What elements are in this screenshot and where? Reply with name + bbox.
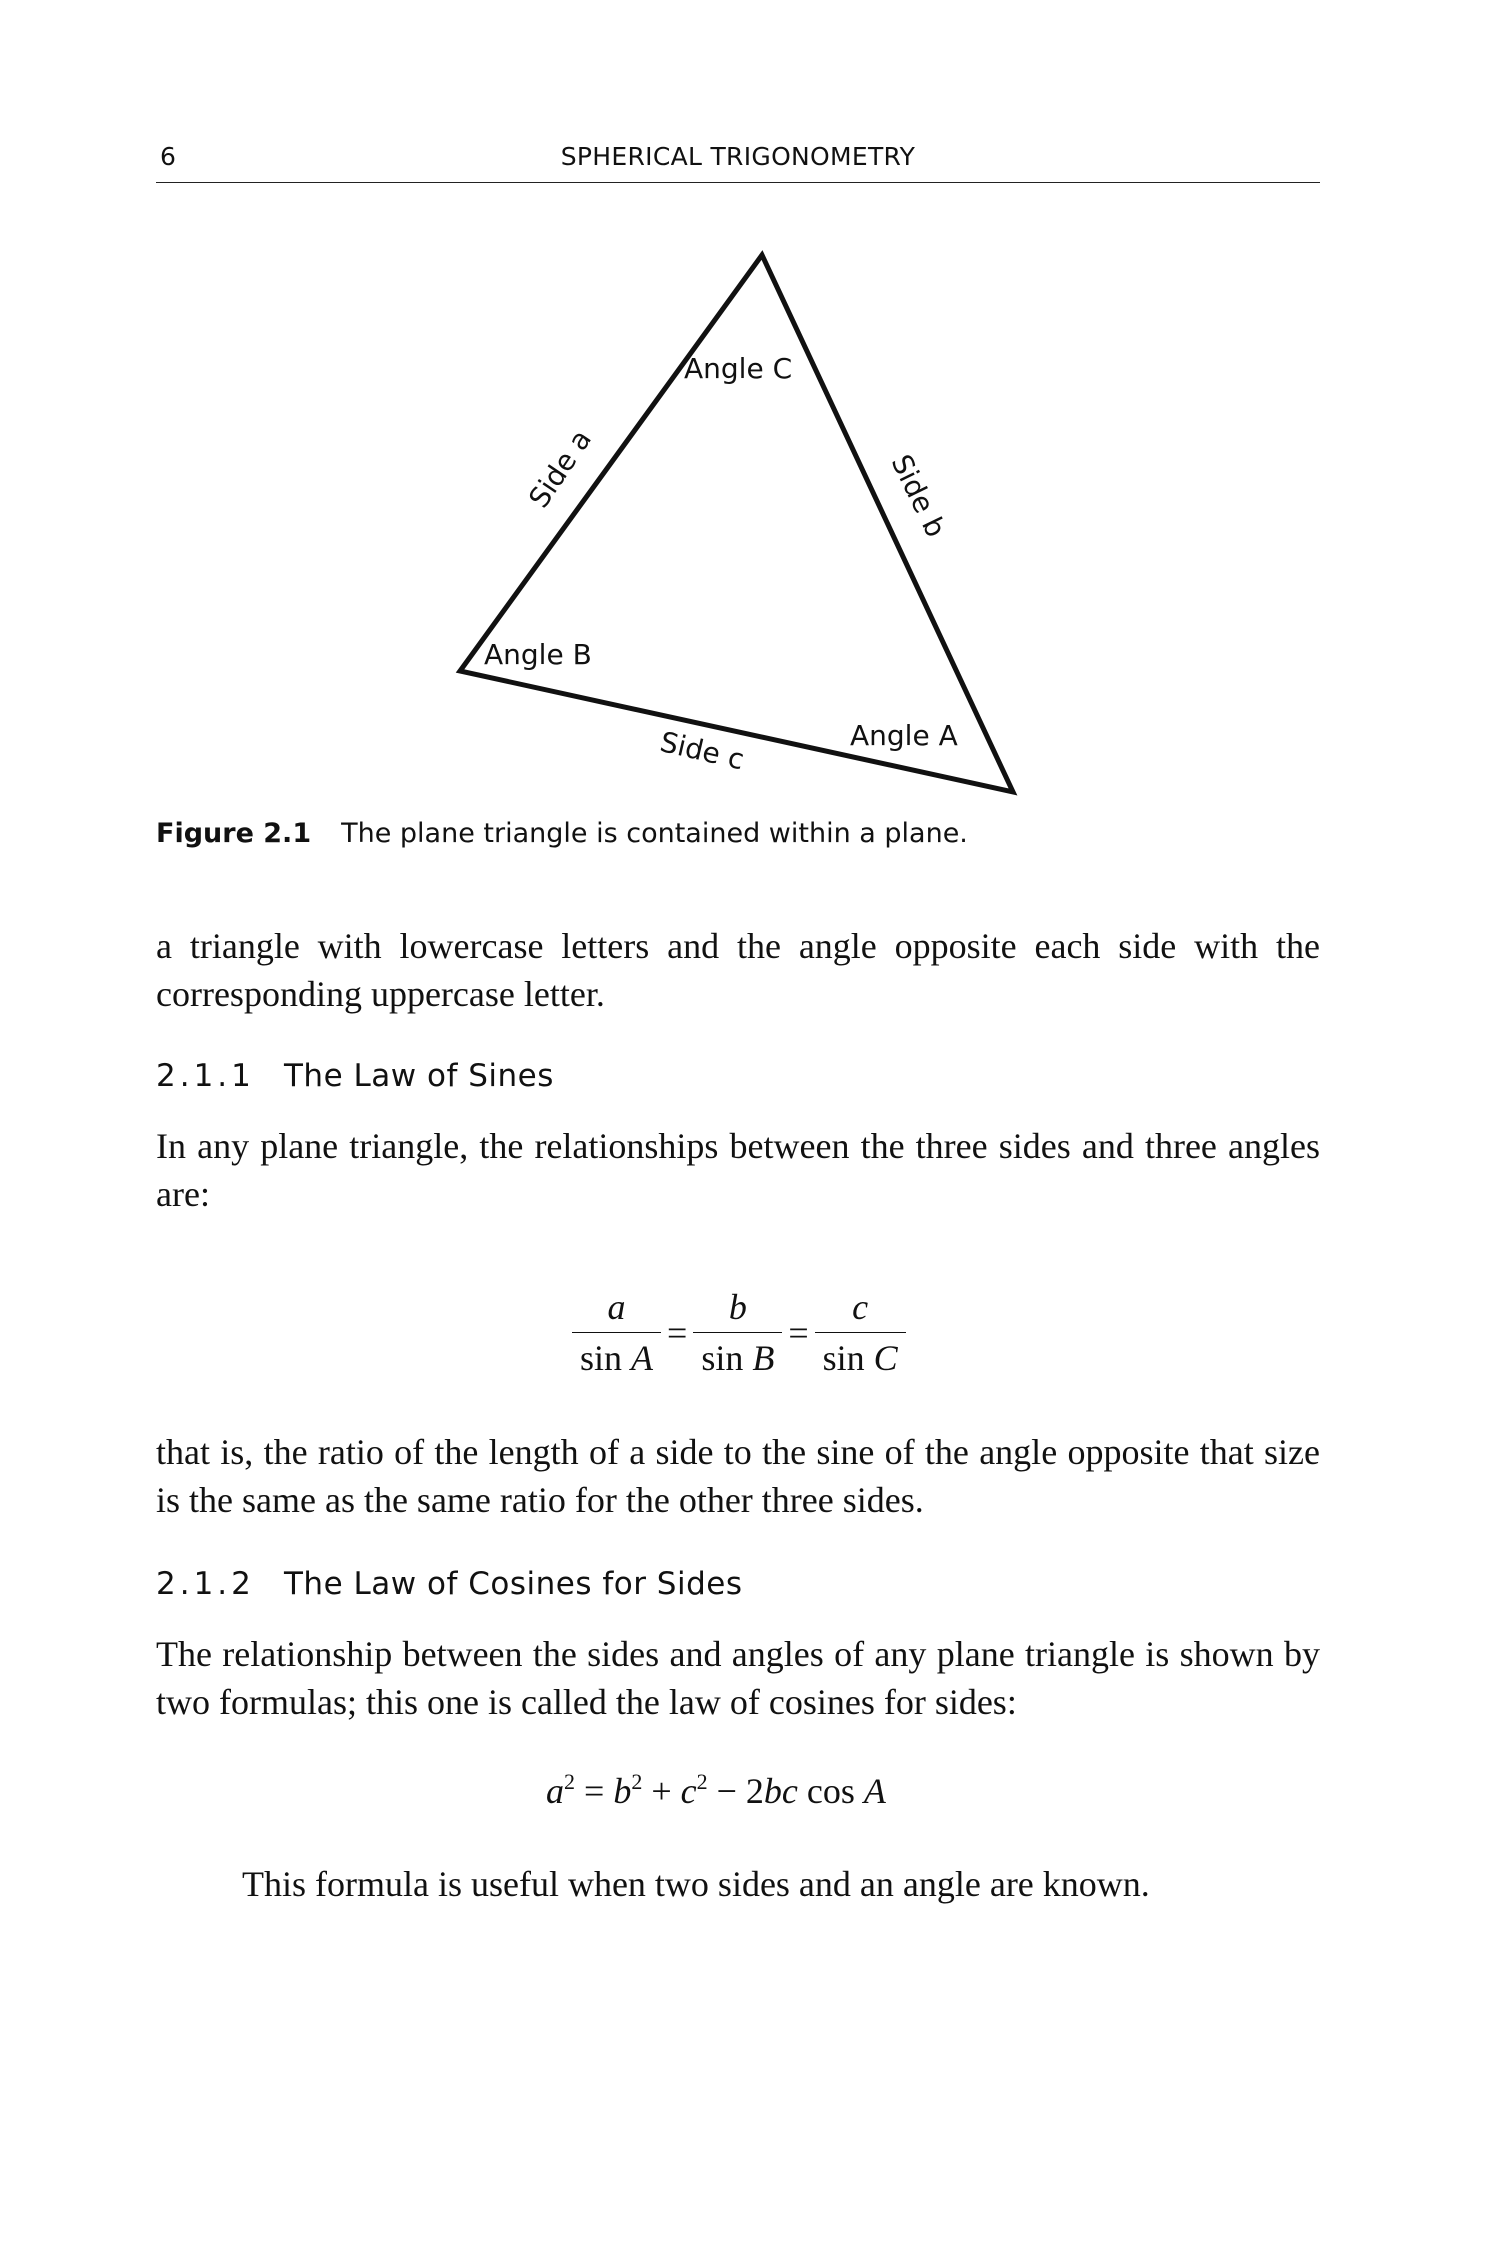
denominator-a: sin A [580, 1338, 654, 1378]
angle-b-label: Angle B [484, 638, 592, 671]
angle-c-label: Angle C [684, 352, 793, 385]
running-head [156, 138, 1320, 183]
paragraph-2: In any plane triangle, the relationships between the three sides and three angles are: [156, 1126, 1320, 1214]
fraction-a [572, 1286, 661, 1379]
numerator-c: c [815, 1286, 906, 1333]
law-of-sines-equation [572, 1286, 906, 1379]
caption-text: The plane triangle is contained within a plane. [341, 818, 968, 849]
equals-sign: = [788, 1312, 809, 1353]
side-c-label: Side c [657, 725, 748, 777]
numerator-a: a [572, 1286, 661, 1333]
section-number: 2.1.1 [156, 1058, 255, 1094]
paragraph-4: The relationship between the sides and angles of any plane triangle is shown by two formulas; this one is called the law of cosines for sides: [156, 1634, 1320, 1722]
section-title: The Law of Sines [284, 1058, 554, 1094]
fraction-c [815, 1286, 906, 1379]
section-title: The Law of Cosines for Sides [284, 1566, 743, 1602]
paragraph-5: This formula is useful when two sides and an angle are known. [242, 1864, 1150, 1904]
denominator-c: sin C [822, 1338, 898, 1378]
law-of-cosines-equation: $a^2 = b^2 + c^2 - 2bc$ cos A [546, 1769, 886, 1811]
section-heading-2-1-2 [156, 1566, 743, 1602]
caption-label: Figure 2.1 [156, 818, 312, 849]
paragraph-3: that is, the ratio of the length of a side to the sine of the angle opposite that size is the same as the same ratio for the other three sides. [156, 1432, 1320, 1520]
fraction-b [693, 1286, 782, 1379]
section-number: 2.1.2 [156, 1566, 255, 1602]
angle-a-label: Angle A [850, 719, 958, 752]
running-title: SPHERICAL TRIGONOMETRY [560, 142, 916, 171]
numerator-b: b [693, 1286, 782, 1333]
denominator-b: sin B [701, 1338, 775, 1378]
side-b-label: Side b [884, 449, 953, 543]
side-a-label: Side a [522, 423, 599, 514]
page-number: 6 [160, 142, 176, 171]
section-heading-2-1-1 [156, 1058, 554, 1094]
equals-sign: = [667, 1312, 688, 1353]
figure-caption [156, 818, 968, 849]
paragraph-1: a triangle with lowercase letters and the angle opposite each side with the corresponding uppercase letter. [156, 926, 1320, 1014]
triangle-figure [0, 230, 1500, 810]
